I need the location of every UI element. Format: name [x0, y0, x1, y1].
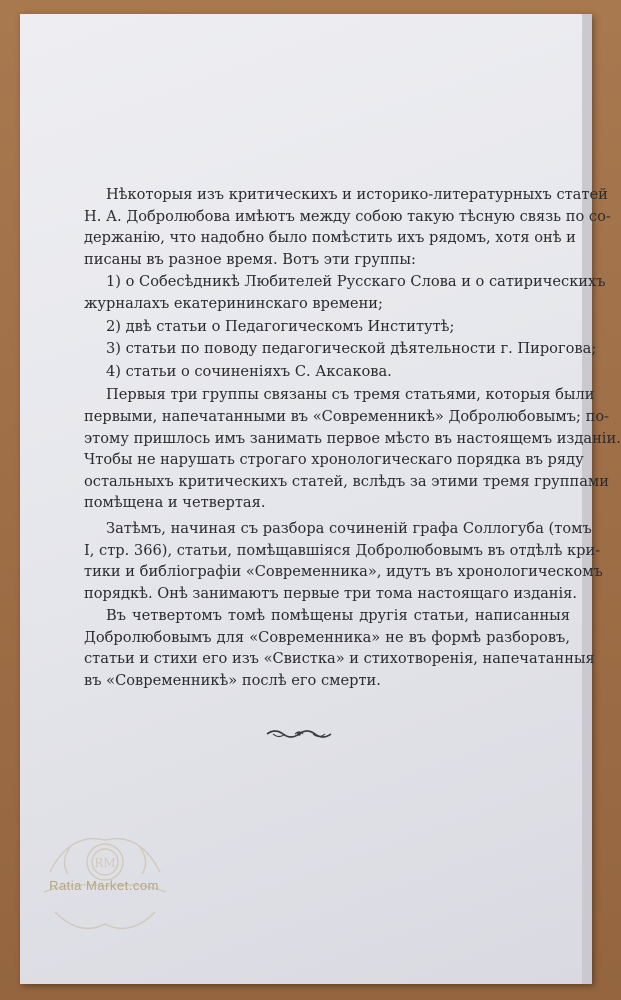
- text-line: въ «Современникѣ» послѣ его смерти.: [84, 672, 381, 690]
- text-line: журналахъ екатерининскаго времени;: [84, 294, 383, 312]
- list-item-1: [84, 271, 606, 314]
- text-line: I, стр. 366), статьи, помѣщавшіяся Добролюбовымъ въ отдѣлѣ кри-: [84, 541, 601, 559]
- page-text: [84, 184, 621, 692]
- text-line: Нѣкоторыя изъ критическихъ и историко-литературныхъ статей: [106, 186, 608, 203]
- list-item-2: [84, 316, 570, 338]
- text-line: держанію, что надобно было помѣстить ихъ рядомъ, хотя онѣ и: [84, 229, 576, 247]
- list-item-4: [84, 361, 570, 383]
- text-line: Затѣмъ, начиная съ разбора сочиненій графа Соллогуба (томъ: [106, 519, 592, 537]
- text-line: порядкѣ. Онѣ занимаютъ первые три тома настоящаго изданія.: [84, 584, 578, 602]
- svg-text:RM: RM: [94, 856, 116, 870]
- text-line: этому пришлось имъ занимать первое мѣсто въ настоящемъ изданіи.: [84, 429, 621, 447]
- text-line: 2) двѣ статьи о Педагогическомъ Институтѣ;: [106, 317, 455, 335]
- paragraph-intro: [84, 184, 611, 270]
- text-line: Въ четвертомъ томѣ помѣщены другія статьи, написанныя: [106, 607, 570, 625]
- paragraph-chronology: [84, 518, 603, 604]
- text-line: 1) о Собесѣдникѣ Любителей Русскаго Слова и о сатирическихъ: [106, 273, 606, 291]
- text-line: 3) статьи по поводу педагогической дѣятельности г. Пирогова;: [106, 340, 597, 358]
- paragraph-fourth-volume: [84, 605, 595, 691]
- text-line: тики и библіографіи «Современника», идутъ въ хронологическомъ: [84, 563, 603, 581]
- text-line: писаны въ разное время. Вотъ эти группы:: [84, 250, 416, 268]
- text-line: Чтобы не нарушать строгаго хронологическаго порядка въ ряду: [84, 451, 584, 469]
- ornament-divider: [265, 724, 333, 744]
- text-line: 4) статьи о сочиненіяхъ С. Аксакова.: [106, 362, 392, 380]
- text-line: Н. А. Добролюбова имѣютъ между собою такую тѣсную связь по со-: [84, 207, 611, 225]
- list-item-3: [84, 338, 597, 360]
- text-line: Добролюбовымъ для «Современника» не въ формѣ разборовъ,: [84, 628, 570, 646]
- text-line: остальныхъ критическихъ статей, вслѣдъ за этими тремя группами: [84, 472, 609, 490]
- paragraph-first-groups: [84, 384, 621, 514]
- text-line: первыми, напечатанными въ «Современникѣ» Добролюбовымъ; по-: [84, 407, 610, 425]
- text-line: помѣщена и четвертая.: [84, 494, 266, 512]
- text-line: статьи и стихи его изъ «Свистка» и стихотворенія, напечатанныя: [84, 650, 595, 668]
- watermark-brand: Ratia Market.com: [49, 878, 159, 893]
- text-line: Первыя три группы связаны съ тремя статьями, которыя были: [106, 386, 595, 404]
